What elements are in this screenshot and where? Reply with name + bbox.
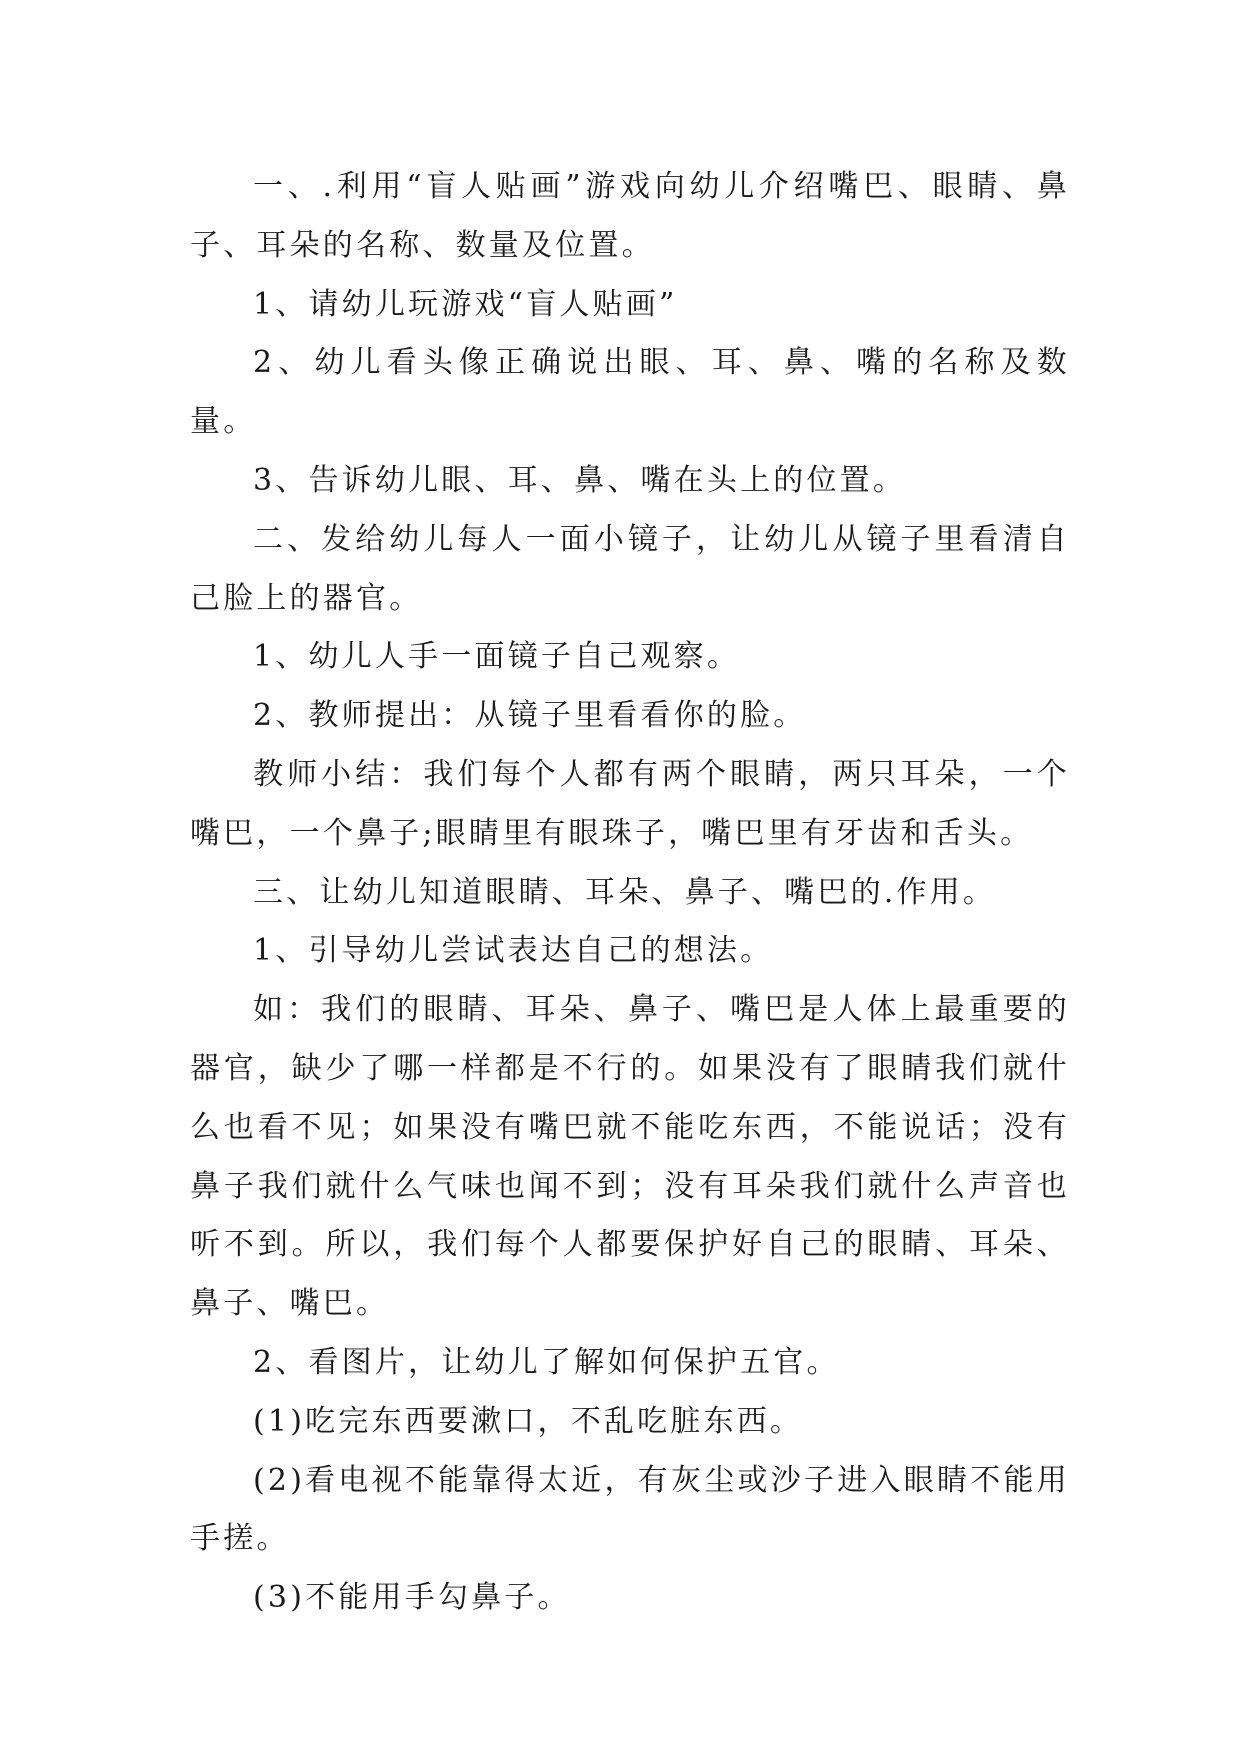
section-3-step-2: 2、看图片，让幼儿了解如何保护五官。 (253, 1344, 840, 1380)
teacher-summary: 教师小结：我们每个人都有两个眼睛，两只耳朵，一个嘴巴，一个鼻子;眼睛里有眼珠子，嘴巴里有牙齿和舌头。 (190, 756, 1070, 851)
section-2-step-1: 1、幼儿人手一面镜子自己观察。 (253, 639, 741, 675)
section-3-heading: 三、让幼儿知道眼睛、耳朵、鼻子、嘴巴的.作用。 (253, 874, 997, 910)
section-1-heading: 一、.利用“盲人贴画”游戏向幼儿介绍嘴巴、眼睛、鼻子、耳朵的名称、数量及位置。 (190, 169, 1070, 263)
protection-item-2: (2)看电视不能靠得太近，有灰尘或沙子进入眼睛不能用手搓。 (190, 1462, 1070, 1557)
section-2-step-2: 2、教师提出：从镜子里看看你的脸。 (253, 698, 807, 734)
section-1-step-3: 3、告诉幼儿眼、耳、鼻、嘴在头上的位置。 (253, 462, 907, 498)
section-3-step-1: 1、引导幼儿尝试表达自己的想法。 (253, 933, 774, 969)
example-paragraph: 如：我们的眼睛、耳朵、鼻子、嘴巴是人体上最重要的器官，缺少了哪一样都是不行的。如果没有了眼睛我们就什么也看不见；如果没有嘴巴就不能吃东西，不能说话；没有鼻子我们就什么气味也闻不到；没有耳朵我们就什么声音也听不到。所以，我们每个人都要保护好自己的眼睛、耳朵、鼻子、嘴巴。 (190, 992, 1070, 1322)
section-1-step-2: 2、幼儿看头像正确说出眼、耳、鼻、嘴的名称及数量。 (190, 345, 1070, 440)
protection-item-3: (3)不能用手勾鼻子。 (253, 1580, 571, 1616)
section-2-heading: 二、发给幼儿每人一面小镜子，让幼儿从镜子里看清自己脸上的器官。 (190, 521, 1070, 616)
protection-item-1: (1)吃完东西要漱口，不乱吃脏东西。 (253, 1403, 804, 1439)
document-page (190, 158, 1070, 1628)
section-1-step-1: 1、请幼儿玩游戏“盲人贴画” (253, 286, 678, 322)
